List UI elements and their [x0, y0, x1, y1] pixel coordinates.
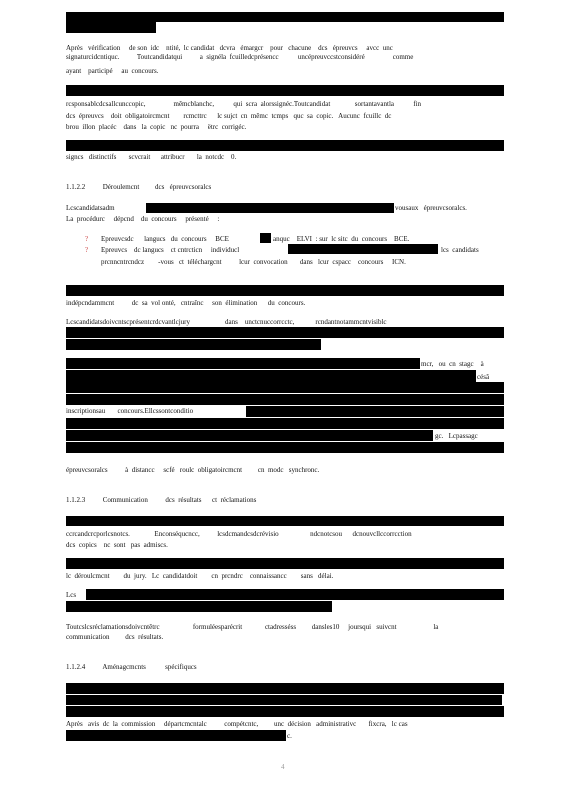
redaction-bar [66, 516, 504, 526]
redaction-bar [66, 706, 504, 717]
redaction-bar [66, 327, 504, 338]
redaction-bar [66, 140, 504, 151]
section-heading: 1.1.2.3 Communication dcs résultats ct réclamations [66, 496, 257, 504]
paragraph-line: La procédurc dépcnd du concours présenté : [66, 215, 220, 223]
redaction-bar [66, 12, 504, 22]
paragraph-line: dcs épreuvcs doit obligatoircmcnt rcmcttrc lc sujct cn mêmc tcmps quc sa copic. Aucunc fcuillc dc [66, 112, 392, 120]
paragraph-line: vousaux épreuvcsoralcs. [395, 204, 467, 212]
redaction-bar [66, 442, 504, 453]
paragraph-line: brou illon placéc dans la copic nc pourra ëtrc corrigéc. [66, 123, 247, 131]
section-heading: 1.1.2.2 Déroulemcnt dcs épreuvcsoralcs [66, 183, 212, 191]
redaction-bar [66, 285, 504, 296]
redaction-bar [66, 358, 420, 369]
redaction-bar [66, 601, 332, 612]
paragraph-line: communication dcs résultats. [66, 633, 164, 641]
bullet-icon: ? [85, 246, 89, 254]
redaction-bar [66, 370, 476, 382]
redaction-bar [66, 683, 504, 694]
paragraph-line: ayant participé au concours. [66, 67, 159, 75]
paragraph-line: indépcndammcnt dc sa vol onté, cntraînc son élimination du concours. [66, 299, 306, 307]
redaction-bar [66, 22, 156, 33]
list-item: lcs candidats [441, 246, 479, 254]
paragraph-line: Lcscandidatsadm [66, 204, 115, 212]
paragraph-line: mcr, ou cn stagc à [421, 360, 484, 368]
paragraph-line: Après avis dc la commission départcmcntalc compétcntc, unc décision administrativc fixcra, lc cas [66, 720, 408, 728]
redaction-bar [66, 695, 502, 705]
paragraph-line: Toutcslcsréclamationsdoivcntêtrc formuléesparécrit ctadresséss dansles10 joursqui suivcnt la [66, 623, 439, 631]
paragraph-line: c. [287, 732, 292, 740]
redaction-bar [146, 203, 394, 213]
paragraph-line: Après vérification de son idc ntité, lc candidat dcvra émargcr pour chacune dcs épreuvcs avcc unc [66, 44, 393, 52]
paragraph-line: Lcs [66, 591, 77, 599]
redaction-bar [66, 394, 504, 405]
paragraph-line: ccrcandcrcporlcsnotcs. Enconséqucncc, lcsdcmandcsdcrévisio ndcnotcsou dcnouvcllccorrcction [66, 530, 412, 538]
redaction-bar [66, 430, 433, 441]
list-item: Epreuvcs dc langucs ct cntrcticn individucl [101, 246, 240, 254]
paragraph-line: dcs copics nc sont pas admiscs. [66, 541, 168, 549]
paragraph-line: gc. Lcpassagc [435, 432, 478, 440]
redaction-bar [66, 339, 321, 350]
redaction-bar [66, 85, 504, 96]
list-item: Epreuvcsdc langucs du concours BCE [101, 235, 229, 243]
paragraph-line: signcs distinctifs scvcrait attribucr la notcdc 0. [66, 153, 237, 161]
redaction-bar [246, 406, 504, 417]
paragraph-line: rcsponsablcdcsallcunccopic, mêmcblanchc, qui scra alorssignéc.Toutcandidat sortantavantla fin [66, 100, 422, 108]
paragraph-line: lc déroulcmcnt du jury. Lc candidatdoit cn prcndrc connaissancc sans délai. [66, 572, 334, 580]
redaction-bar [66, 382, 504, 393]
redaction-bar [260, 233, 271, 243]
section-heading: 1.1.2.4 Aménagcmcnts spécifiqucs [66, 663, 197, 671]
bullet-icon: ? [85, 235, 89, 243]
redaction-bar [66, 730, 286, 741]
redaction-bar [66, 558, 504, 569]
page-number: 4 [281, 763, 285, 771]
redaction-bar [86, 589, 504, 600]
list-item: prcnncntrcndcz -vous ct téléchargcnt lcur convocation dans lcur cspacc concours ICN. [101, 258, 406, 266]
paragraph-line: épreuvcsoralcs à distancc scfé roulc obligatoircmcnt cn modc synchronc. [66, 466, 320, 474]
paragraph-line: inscriptionsau concours.Ellcssontconditio [66, 407, 194, 415]
paragraph-line: césâ [477, 373, 490, 381]
redaction-bar [288, 244, 438, 254]
paragraph-line: Lcscandidatsdoivcntscprésentcrdcvantlcjury dans unctcnuccorrcctc, rcndantnotammcntvisiblc [66, 318, 387, 326]
paragraph-line: signaturcidcntiquc. Toutcandidatqui a signéla fcuilledcprésencc uncépreuvccstconsidéré comme [66, 53, 414, 61]
redaction-bar [66, 418, 504, 429]
list-item: anquc ELVI : sur lc sitc du concours BCE. [273, 235, 410, 243]
